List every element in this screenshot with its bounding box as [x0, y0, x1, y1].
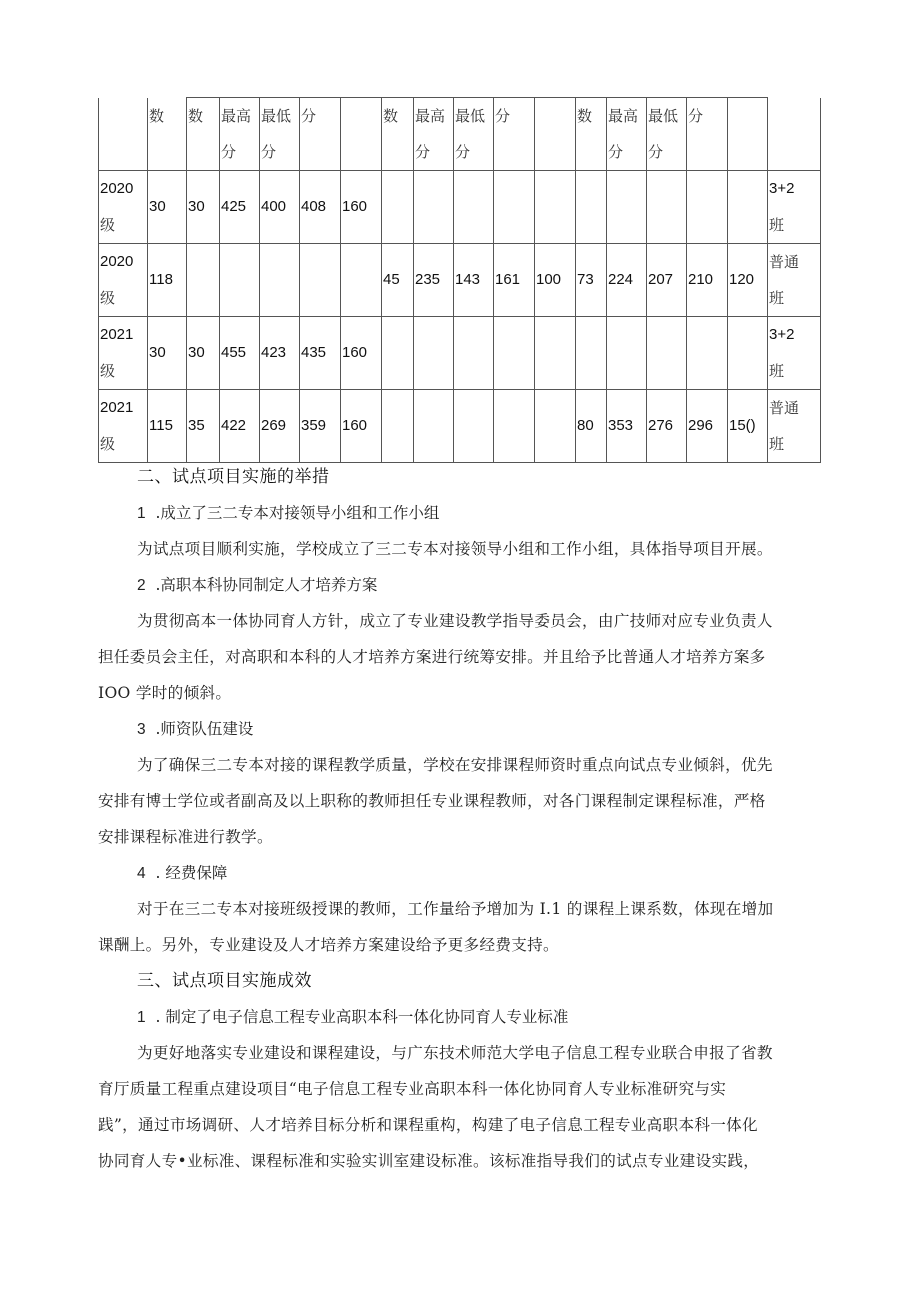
paragraph-line: 为试点项目顺利实施，学校成立了三二专本对接领导小组和工作小组，具体指导项目开展。	[137, 540, 773, 558]
table-cell	[687, 317, 728, 390]
subsection-title	[137, 574, 377, 597]
table-cell	[300, 244, 341, 317]
class-type-line2: 班	[769, 216, 785, 234]
class-type-line1: 普通	[769, 253, 800, 271]
header-cell: 最高 分	[220, 98, 260, 171]
table-cell: 15()	[728, 390, 768, 463]
table-cell: 235	[414, 244, 454, 317]
table-cell: 100	[535, 244, 576, 317]
class-type-cell	[768, 244, 821, 317]
table-cell: 160	[341, 390, 382, 463]
header-cell	[341, 98, 382, 171]
table-cell: 455	[220, 317, 260, 390]
paragraph-line: 育厅质量工程重点建设项目“电子信息工程专业高职本科一体化协同育人专业标准研究与实	[98, 1080, 727, 1098]
item-title: .师资队伍建设	[155, 720, 254, 738]
header-cell: 分	[300, 98, 341, 171]
grade-cell	[99, 244, 148, 317]
table-cell	[687, 171, 728, 244]
item-number: 1	[137, 1009, 146, 1026]
header-cell: 最低 分	[454, 98, 494, 171]
table-cell: 45	[382, 244, 414, 317]
header-cell	[728, 98, 768, 171]
header-cell: 数	[148, 98, 187, 171]
table-cell	[494, 171, 535, 244]
paragraph-line: 担任委员会主任，对高职和本科的人才培养方案进行统筹安排。并且给予比普通人才培养方案多	[98, 648, 766, 666]
subsection-title	[137, 862, 227, 885]
grade-cell	[99, 171, 148, 244]
admission-score-table	[98, 97, 821, 463]
paragraph-line: 为更好地落实专业建设和课程建设，与广东技术师范大学电子信息工程专业联合申报了省教	[137, 1044, 773, 1062]
table-cell	[454, 390, 494, 463]
table-cell: 210	[687, 244, 728, 317]
class-type-line2: 班	[769, 435, 785, 453]
table-cell	[494, 317, 535, 390]
class-type-line1: 3+2	[769, 180, 795, 197]
table-cell: 120	[728, 244, 768, 317]
table-cell: 269	[260, 390, 300, 463]
item-number: 4	[137, 865, 146, 882]
item-title: . 经费保障	[155, 864, 228, 882]
table-cell	[341, 244, 382, 317]
table-cell: 224	[607, 244, 647, 317]
table-cell: 160	[341, 171, 382, 244]
table-cell	[454, 171, 494, 244]
table-cell	[414, 390, 454, 463]
table-cell: 422	[220, 390, 260, 463]
subsection-title	[137, 502, 439, 525]
table-cell	[220, 244, 260, 317]
table-cell: 30	[148, 317, 187, 390]
paragraph-line: 协同育人专•业标准、课程标准和实验实训室建设标准。该标准指导我们的试点专业建设实践，	[98, 1152, 760, 1170]
table-cell	[382, 171, 414, 244]
table-cell: 423	[260, 317, 300, 390]
grade-year: 2020	[100, 253, 134, 270]
table-cell	[576, 317, 607, 390]
grade-year: 2021	[100, 399, 134, 416]
table-row	[99, 317, 821, 390]
table-cell: 118	[148, 244, 187, 317]
grade-suffix: 级	[100, 362, 116, 380]
table-cell	[414, 171, 454, 244]
table-cell	[647, 317, 687, 390]
table-cell: 207	[647, 244, 687, 317]
table-cell: 80	[576, 390, 607, 463]
header-cell: 分	[687, 98, 728, 171]
table-cell: 115	[148, 390, 187, 463]
grade-year: 2021	[100, 326, 134, 343]
header-cell-note	[768, 98, 821, 171]
table-cell	[647, 171, 687, 244]
grade-cell	[99, 317, 148, 390]
class-type-cell	[768, 317, 821, 390]
class-type-line1: 普通	[769, 399, 800, 417]
grade-year: 2020	[100, 180, 134, 197]
table-row	[99, 244, 821, 317]
header-cell	[99, 98, 148, 171]
class-type-line2: 班	[769, 289, 785, 307]
table-cell: 160	[341, 317, 382, 390]
table-row	[99, 171, 821, 244]
paragraph-line: 课酬上。另外，专业建设及人才培养方案建设给予更多经费支持。	[98, 936, 559, 954]
table-cell	[382, 317, 414, 390]
paragraph-line: 安排有博士学位或者副高及以上职称的教师担任专业课程教师，对各门课程制定课程标准，严格	[98, 792, 766, 810]
table-cell	[187, 244, 220, 317]
table-cell: 400	[260, 171, 300, 244]
table-cell	[382, 390, 414, 463]
table-cell	[607, 171, 647, 244]
grade-cell	[99, 390, 148, 463]
table-cell	[454, 317, 494, 390]
table-cell	[414, 317, 454, 390]
table-cell: 276	[647, 390, 687, 463]
header-cell: 数	[187, 98, 220, 171]
header-cell: 最低 分	[647, 98, 687, 171]
grade-suffix: 级	[100, 216, 116, 234]
table-cell	[728, 171, 768, 244]
table-cell: 30	[187, 171, 220, 244]
item-title: .成立了三二专本对接领导小组和工作小组	[155, 504, 440, 522]
class-type-cell	[768, 171, 821, 244]
header-cell: 分	[494, 98, 535, 171]
subsection-title	[137, 718, 253, 741]
table-cell: 296	[687, 390, 728, 463]
class-type-line2: 班	[769, 362, 785, 380]
section-heading-measures: 二、试点项目实施的举措	[137, 467, 330, 487]
item-number: 1	[137, 505, 146, 522]
class-type-cell	[768, 390, 821, 463]
paragraph-line: 为贯彻高本一体协同育人方针，成立了专业建设教学指导委员会，由广技师对应专业负责人	[137, 612, 773, 630]
table-cell: 408	[300, 171, 341, 244]
table-cell: 30	[148, 171, 187, 244]
table-cell	[576, 171, 607, 244]
header-cell: 数	[576, 98, 607, 171]
table-cell	[494, 390, 535, 463]
table-cell	[535, 171, 576, 244]
table-cell	[728, 317, 768, 390]
grade-suffix: 级	[100, 435, 116, 453]
header-cell: 最高 分	[607, 98, 647, 171]
header-cell	[535, 98, 576, 171]
table-cell	[535, 390, 576, 463]
paragraph-line: 践”，通过市场调研、人才培养目标分析和课程重构，构建了电子信息工程专业高职本科一体化	[98, 1116, 758, 1134]
subsection-title	[137, 1006, 568, 1029]
item-number: 3	[137, 721, 146, 738]
section-heading-results: 三、试点项目实施成效	[137, 971, 312, 991]
table-cell	[535, 317, 576, 390]
table-row	[99, 390, 821, 463]
header-cell: 最低 分	[260, 98, 300, 171]
class-type-line1: 3+2	[769, 326, 795, 343]
table-header-row	[99, 98, 821, 171]
paragraph-line: IOO 学时的倾斜。	[98, 684, 232, 702]
table-cell: 435	[300, 317, 341, 390]
table-cell: 425	[220, 171, 260, 244]
header-cell: 数	[382, 98, 414, 171]
table-cell	[260, 244, 300, 317]
paragraph-line: 安排课程标准进行教学。	[98, 828, 273, 846]
paragraph-line: 对于在三二专本对接班级授课的教师，工作量给予增加为 I.1 的课程上课系数，体现在增加	[137, 900, 774, 918]
table-cell: 143	[454, 244, 494, 317]
table-cell: 73	[576, 244, 607, 317]
table-cell: 353	[607, 390, 647, 463]
table-cell: 35	[187, 390, 220, 463]
grade-suffix: 级	[100, 289, 116, 307]
table-cell: 359	[300, 390, 341, 463]
item-number: 2	[137, 577, 146, 594]
item-title: . 制定了电子信息工程专业高职本科一体化协同育人专业标准	[155, 1008, 569, 1026]
item-title: .高职本科协同制定人才培养方案	[155, 576, 378, 594]
table-cell: 161	[494, 244, 535, 317]
table-cell	[607, 317, 647, 390]
table-cell: 30	[187, 317, 220, 390]
paragraph-line: 为了确保三二专本对接的课程教学质量，学校在安排课程师资时重点向试点专业倾斜，优先	[137, 756, 773, 774]
header-cell: 最高 分	[414, 98, 454, 171]
